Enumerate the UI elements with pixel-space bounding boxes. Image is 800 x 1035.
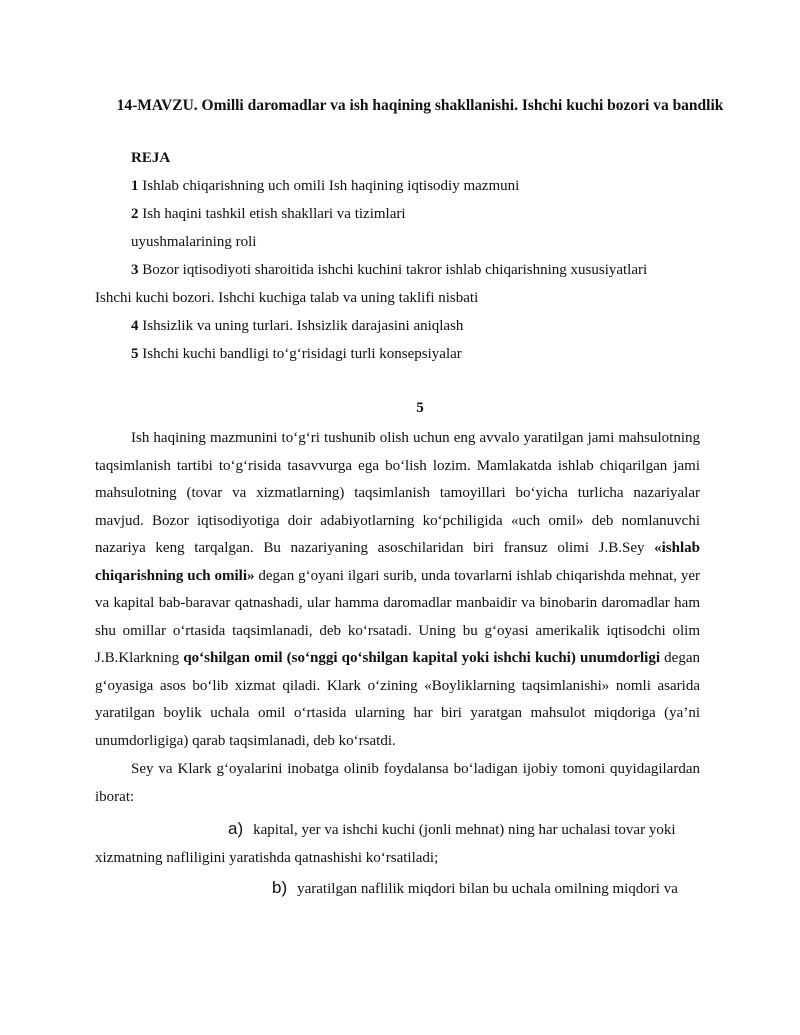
plan-item-2-continued — [131, 234, 256, 251]
section-number: 5 — [416, 400, 424, 416]
plan-item-4 — [131, 318, 463, 335]
plan-item-number: 4 — [131, 318, 139, 334]
plan-item-text: Ishsizlik va uning turlari. Ishsizlik darajasini aniqlash — [138, 318, 464, 334]
plan-item-text: uyushmalarining roli — [131, 234, 257, 250]
body-text: degan g‘oyasiga asos bo‘lib xizmat qiladi. Klark o‘zining «Boyliklarning taqsimlanishi» nomli asarida yaratilgan boylik uchala omil o‘rtasida ularning har biri yaratgan mahsulot miqdoriga (ya’ni unumdorligiga) qarab taqsimlanadi, deb ko‘rsatdi. — [95, 650, 700, 749]
body-text-bold: «ishlab chiqarishning uch omili» — [95, 540, 700, 584]
plan-item-number: 2 — [131, 206, 139, 222]
body-text-bold: qo‘shilgan omil (so‘nggi qo‘shilgan kapital yoki ishchi kuchi) unumdorligi — [183, 650, 661, 666]
list-item-label: a) — [228, 819, 244, 838]
plan-item-number: 5 — [131, 346, 139, 362]
plan-item-text: Ish haqini tashkil etish shakllari va tizimlari — [138, 206, 406, 222]
plan-item-text: Bozor iqtisodiyoti sharoitida ishchi kuchini takror ishlab chiqarishning xususiyatlari — [138, 262, 648, 278]
plan-item-number: 1 — [131, 178, 139, 194]
list-item-a — [95, 815, 700, 872]
plan-item-2 — [131, 206, 406, 223]
body-text: Ish haqining mazmunini to‘g‘ri tushunib olish uchun eng avvalo yaratilgan jami mahsulotning taqsimlanish tartibi to‘g‘risida tasavvurga ega bo‘lish lozim. Mamlakatda ishlab chiqarilgan jami mahsulotning (tovar va xizmatlarning) taqsimlanish tamoyillari bo‘yicha turlicha nazariyalar mavjud. Bozor iqtisodiyotiga doir adabiyotlarning ko‘pchiligida «uch omil» deb nomlanuvchi nazariya keng tarqalgan. Bu nazariyaning asoschilaridan biri fransuz olimi J.B.Sey — [95, 430, 700, 556]
list-item-label: b) — [272, 878, 288, 897]
plan-heading: REJA — [131, 150, 171, 166]
plan-item-3 — [131, 262, 647, 279]
list-item-b — [272, 878, 678, 898]
body-text: degan g‘oyani ilgari surib, unda tovarlarni ishlab chiqarishda mehnat, yer va kapital bab-baravar qatnashadi, ular hamma daromadlar manbaidir va binobarin daromadlar ham shu omillar o‘rtasida taqsimlanadi, deb ko‘rsatadi. Uning bu g‘oyasi amerikalik iqtisodchi olim J.B.Klarkning — [95, 567, 700, 666]
body-paragraph-1 — [95, 425, 700, 755]
plan-item-text: Ishlab chiqarishning uch omili Ish haqining iqtisodiy mazmuni — [138, 178, 520, 194]
list-item-text: kapital, yer va ishchi kuchi (jonli mehnat) ning har uchalasi tovar yoki xizmatning nafliligini yaratishda qatnashishi ko‘rsatiladi; — [95, 822, 676, 866]
plan-item-5 — [131, 346, 462, 363]
plan-item-1 — [131, 178, 519, 195]
plan-item-text: Ishchi kuchi bandligi to‘g‘risidagi turli konsepsiyalar — [138, 346, 462, 362]
document-title: 14-MAVZU. Omilli daromadlar va ish haqining shakllanishi. Ishchi kuchi bozori va bandlik — [116, 97, 724, 114]
plan-item-3-continued — [95, 290, 478, 307]
body-paragraph-2: Sey va Klark g‘oyalarini inobatga olinib foydalansa bo‘ladigan ijobiy tomoni quyidagilardan iborat: — [95, 761, 700, 805]
list-item-text: yaratilgan naflilik miqdori bilan bu uchala omilning miqdori va — [297, 881, 678, 897]
plan-item-text: Ishchi kuchi bozori. Ishchi kuchiga talab va uning taklifi nisbati — [95, 290, 479, 306]
plan-item-number: 3 — [131, 262, 139, 278]
